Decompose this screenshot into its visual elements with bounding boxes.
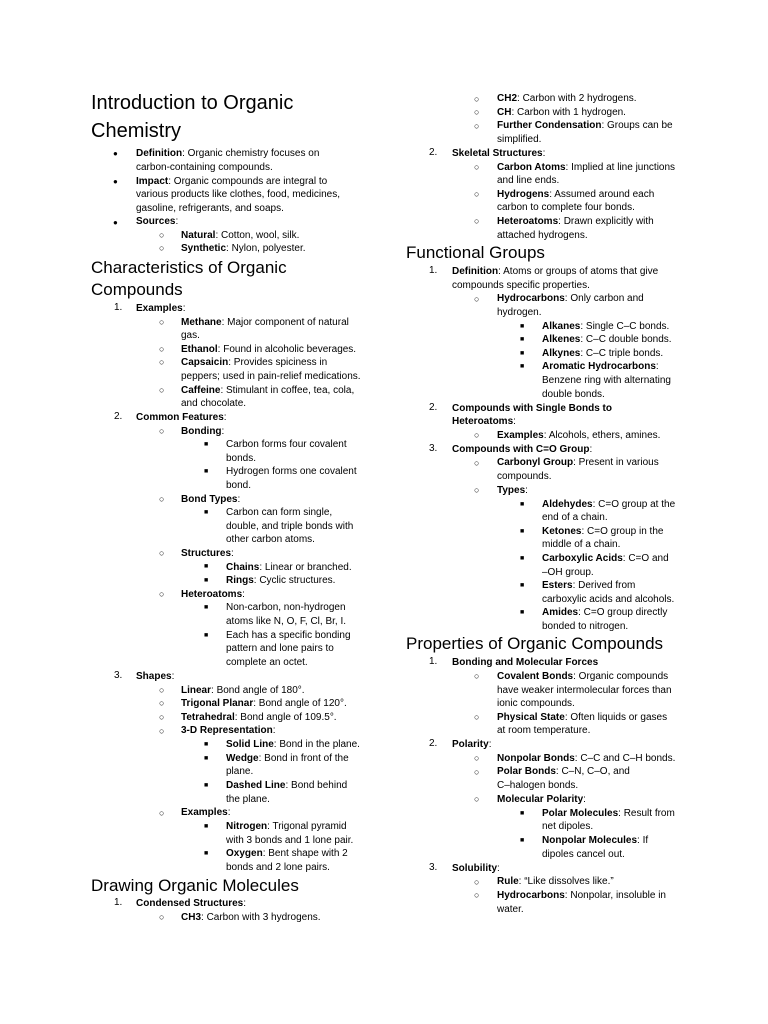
nitrogen-item: Nitrogen: Trigonal pyramid	[226, 821, 347, 832]
square-marker: ■	[204, 604, 209, 611]
properties-heading: Properties of Organic Compounds	[406, 634, 664, 653]
square-marker: ■	[520, 336, 525, 343]
square-marker: ■	[520, 363, 525, 370]
examples-item: Examples:	[136, 303, 186, 314]
carbonyl-item: Carbonyl Group: Present in various	[497, 457, 659, 468]
representation-item: 3-D Representation:	[181, 725, 276, 736]
alkanes-item: Alkanes: Single C–C bonds.	[542, 321, 670, 332]
number-marker: 2.	[429, 738, 438, 749]
heteroatoms-skel-line2: attached hydrogens.	[497, 230, 588, 241]
trigonal-item: Trigonal Planar: Bond angle of 120°.	[181, 698, 347, 709]
square-marker: ■	[204, 782, 209, 789]
carbon-atoms-item: Carbon Atoms: Implied at line junctions	[497, 162, 676, 173]
number-marker: 3.	[114, 670, 123, 681]
circle-marker: ○	[474, 671, 480, 681]
circle-marker: ○	[159, 698, 165, 708]
circle-marker: ○	[474, 94, 480, 104]
carbonyl-line2: compounds.	[497, 471, 552, 482]
circle-marker: ○	[474, 485, 480, 495]
examples2-item: Examples:	[181, 807, 231, 818]
hydrogens-line2: carbon to complete four bonds.	[497, 202, 635, 213]
square-marker: ■	[204, 755, 209, 762]
further-line2: simplified.	[497, 134, 542, 145]
linear-item: Linear: Bond angle of 180°.	[181, 685, 305, 696]
square-marker: ■	[204, 823, 209, 830]
methane-item: Methane: Major component of natural	[181, 317, 349, 328]
number-marker: 2.	[429, 147, 438, 158]
bullet-marker: ●	[113, 218, 118, 227]
fg-definition-item: Definition: Atoms or groups of atoms that give	[452, 266, 659, 277]
circle-marker: ○	[474, 107, 480, 117]
characteristics-heading-line2: Compounds	[91, 280, 183, 299]
polar-molecules-item: Polar Molecules: Result from	[542, 808, 675, 819]
aldehydes-item: Aldehydes: C=O group at the	[542, 499, 676, 510]
square-marker: ■	[520, 582, 525, 589]
circle-marker: ○	[474, 712, 480, 722]
square-marker: ■	[520, 609, 525, 616]
co-group-item: Compounds with C=O Group:	[452, 444, 593, 455]
number-marker: 1.	[114, 897, 123, 908]
capsaicin-line2: peppers; used in pain-relief medications.	[181, 371, 361, 382]
square-marker: ■	[520, 555, 525, 562]
single-bonds-line2: Heteroatoms:	[452, 416, 516, 427]
ketones-item: Ketones: C=O group in the	[542, 526, 664, 537]
further-condensation-item: Further Condensation: Groups can be	[497, 120, 673, 131]
shapes-item: Shapes:	[136, 671, 175, 682]
ch-item: CH: Carbon with 1 hydrogen.	[497, 107, 626, 118]
circle-marker: ○	[159, 426, 165, 436]
circle-marker: ○	[474, 189, 480, 199]
impact-item: Impact: Organic compounds are integral to	[136, 176, 328, 187]
rule-item: Rule: “Like dissolves like.”	[497, 876, 614, 887]
ethanol-item: Ethanol: Found in alcoholic beverages.	[181, 344, 357, 355]
functional-groups-heading: Functional Groups	[406, 243, 545, 262]
circle-marker: ○	[474, 767, 480, 777]
bonding-item: Bonding:	[181, 426, 225, 437]
circle-marker: ○	[159, 685, 165, 695]
number-marker: 1.	[429, 265, 438, 276]
circle-marker: ○	[474, 890, 480, 900]
oxygen-line2: bonds and 2 lone pairs.	[226, 862, 330, 873]
circle-marker: ○	[474, 216, 480, 226]
circle-marker: ○	[474, 877, 480, 887]
caffeine-line2: and chocolate.	[181, 398, 247, 409]
nonpolar-bonds-item: Nonpolar Bonds: C–C and C–H bonds.	[497, 753, 676, 764]
hydrocarbons-sol-item: Hydrocarbons: Nonpolar, insoluble in	[497, 890, 666, 901]
hydrocarbons-item: Hydrocarbons: Only carbon and	[497, 293, 644, 304]
number-marker: 2.	[114, 411, 123, 422]
definition-item: Definition: Organic chemistry focuses on	[136, 148, 320, 159]
condensed-item: Condensed Structures:	[136, 898, 247, 909]
solubility-item: Solubility:	[452, 863, 500, 874]
square-marker: ■	[204, 850, 209, 857]
dashed-line-item: Dashed Line: Bond behind	[226, 780, 348, 791]
heteroatoms-b-line1: Each has a specific bonding	[226, 630, 351, 641]
circle-marker: ○	[474, 794, 480, 804]
molecular-polarity-item: Molecular Polarity:	[497, 794, 586, 805]
number-marker: 1.	[429, 656, 438, 667]
polar-bonds-item: Polar Bonds: C–N, C–O, and	[497, 766, 630, 777]
capsaicin-item: Capsaicin: Provides spiciness in	[181, 357, 328, 368]
natural-item: Natural: Cotton, wool, silk.	[181, 230, 300, 241]
square-marker: ■	[204, 577, 209, 584]
amides-item: Amides: C=O group directly	[542, 607, 668, 618]
bond-types-line3: other carbon atoms.	[226, 534, 315, 545]
ch2-item: CH2: Carbon with 2 hydrogens.	[497, 93, 637, 104]
bond-types-item: Bond Types:	[181, 494, 241, 505]
common-features-item: Common Features:	[136, 412, 227, 423]
hydrocarbons-sol-line2: water.	[497, 904, 524, 915]
hydrocarbons-line2: hydrogen.	[497, 307, 542, 318]
circle-marker: ○	[474, 430, 480, 440]
circle-marker: ○	[474, 121, 480, 131]
bullet-marker: ●	[113, 177, 118, 186]
polar-molecules-line2: net dipoles.	[542, 821, 594, 832]
impact-line3: gasoline, refrigerants, and soaps.	[136, 203, 284, 214]
circle-marker: ○	[159, 589, 165, 599]
types-item: Types:	[497, 485, 528, 496]
square-marker: ■	[204, 468, 209, 475]
methane-line2: gas.	[181, 330, 200, 341]
drawing-heading: Drawing Organic Molecules	[91, 876, 299, 895]
aromatic-line2: Benzene ring with alternating	[542, 375, 671, 386]
polar-bonds-line2: C–halogen bonds.	[497, 780, 579, 791]
synthetic-item: Synthetic: Nylon, polyester.	[181, 243, 306, 254]
characteristics-heading-line1: Characteristics of Organic	[91, 258, 287, 277]
heteroatoms-skel-item: Heteroatoms: Drawn explicitly with	[497, 216, 654, 227]
impact-line2: various products like clothes, food, medicines,	[136, 189, 340, 200]
rings-item: Rings: Cyclic structures.	[226, 575, 336, 586]
dashed-line-line2: the plane.	[226, 794, 270, 805]
square-marker: ■	[204, 441, 209, 448]
physical-state-line2: at room temperature.	[497, 725, 591, 736]
aromatic-item: Aromatic Hydrocarbons:	[542, 361, 659, 372]
covalent-bonds-item: Covalent Bonds: Organic compounds	[497, 671, 669, 682]
bonding-a-line2: bonds.	[226, 453, 257, 464]
circle-marker: ○	[159, 385, 165, 395]
aromatic-line3: double bonds.	[542, 389, 605, 400]
page-title-line2: Chemistry	[91, 120, 182, 142]
ch3-item: CH3: Carbon with 3 hydrogens.	[181, 912, 321, 923]
alkynes-item: Alkynes: C–C triple bonds.	[542, 348, 664, 359]
bullet-marker: ●	[113, 149, 118, 158]
circle-marker: ○	[474, 162, 480, 172]
square-marker: ■	[520, 501, 525, 508]
square-marker: ■	[520, 350, 525, 357]
bond-types-line2: double, and triple bonds with	[226, 521, 354, 532]
circle-marker: ○	[159, 230, 165, 240]
aldehydes-line2: end of a chain.	[542, 512, 608, 523]
number-marker: 2.	[429, 402, 438, 413]
esters-line2: carboxylic acids and alcohols.	[542, 594, 675, 605]
skeletal-item: Skeletal Structures:	[452, 148, 546, 159]
carboxylic-line2: –OH group.	[542, 567, 594, 578]
solid-line-item: Solid Line: Bond in the plane.	[226, 739, 360, 750]
nitrogen-line2: with 3 bonds and 1 lone pair.	[226, 835, 354, 846]
polarity-item: Polarity:	[452, 739, 492, 750]
bonding-b-line2: bond.	[226, 480, 252, 491]
fg-definition-line2: compounds specific properties.	[452, 280, 590, 291]
covalent-line2: have weaker intermolecular forces than	[497, 685, 672, 696]
tetrahedral-item: Tetrahedral: Bond angle of 109.5°.	[181, 712, 337, 723]
bond-types-line1: Carbon can form single,	[226, 507, 333, 518]
square-marker: ■	[204, 741, 209, 748]
circle-marker: ○	[159, 712, 165, 722]
hydrogens-item: Hydrogens: Assumed around each	[497, 189, 655, 200]
page-title-line1: Introduction to Organic	[91, 92, 294, 114]
chains-item: Chains: Linear or branched.	[226, 562, 352, 573]
square-marker: ■	[520, 837, 525, 844]
square-marker: ■	[204, 632, 209, 639]
square-marker: ■	[520, 528, 525, 535]
amides-line2: bonded to nitrogen.	[542, 621, 629, 632]
structures-item: Structures:	[181, 548, 234, 559]
wedge-line2: plane.	[226, 766, 254, 777]
nonpolar-molecules-item: Nonpolar Molecules: If	[542, 835, 649, 846]
circle-marker: ○	[159, 243, 165, 253]
circle-marker: ○	[159, 344, 165, 354]
circle-marker: ○	[159, 808, 165, 818]
fg-examples-item: Examples: Alcohols, ethers, amines.	[497, 430, 661, 441]
sources-item: Sources:	[136, 216, 179, 227]
circle-marker: ○	[159, 912, 165, 922]
bonding-forces-item: Bonding and Molecular Forces	[452, 657, 599, 668]
heteroatoms-b-line3: complete an octet.	[226, 657, 308, 668]
circle-marker: ○	[159, 726, 165, 736]
circle-marker: ○	[474, 294, 480, 304]
circle-marker: ○	[159, 494, 165, 504]
square-marker: ■	[204, 509, 209, 516]
carboxylic-item: Carboxylic Acids: C=O and	[542, 553, 669, 564]
carbon-atoms-line2: and line ends.	[497, 175, 560, 186]
circle-marker: ○	[159, 317, 165, 327]
circle-marker: ○	[474, 753, 480, 763]
nonpolar-molecules-line2: dipoles cancel out.	[542, 849, 625, 860]
number-marker: 1.	[114, 302, 123, 313]
covalent-line3: ionic compounds.	[497, 698, 575, 709]
heteroatoms-a-line2: atoms like N, O, F, Cl, Br, I.	[226, 616, 347, 627]
bonding-b-line1: Hydrogen forms one covalent	[226, 466, 357, 477]
heteroatoms-a-line1: Non-carbon, non-hydrogen	[226, 602, 346, 613]
alkenes-item: Alkenes: C–C double bonds.	[542, 334, 672, 345]
circle-marker: ○	[159, 548, 165, 558]
ketones-line2: middle of a chain.	[542, 539, 621, 550]
square-marker: ■	[520, 323, 525, 330]
single-bonds-item: Compounds with Single Bonds to	[452, 403, 612, 414]
definition-line2: carbon-containing compounds.	[136, 162, 273, 173]
physical-state-item: Physical State: Often liquids or gases	[497, 712, 668, 723]
square-marker: ■	[520, 810, 525, 817]
bonding-a-line1: Carbon forms four covalent	[226, 439, 347, 450]
square-marker: ■	[204, 563, 209, 570]
circle-marker: ○	[159, 357, 165, 367]
number-marker: 3.	[429, 443, 438, 454]
wedge-item: Wedge: Bond in front of the	[226, 753, 349, 764]
number-marker: 3.	[429, 862, 438, 873]
heteroatoms-item: Heteroatoms:	[181, 589, 245, 600]
caffeine-item: Caffeine: Stimulant in coffee, tea, cola,	[181, 385, 355, 396]
circle-marker: ○	[474, 458, 480, 468]
heteroatoms-b-line2: pattern and lone pairs to	[226, 643, 334, 654]
oxygen-item: Oxygen: Bent shape with 2	[226, 848, 348, 859]
esters-item: Esters: Derived from	[542, 580, 636, 591]
